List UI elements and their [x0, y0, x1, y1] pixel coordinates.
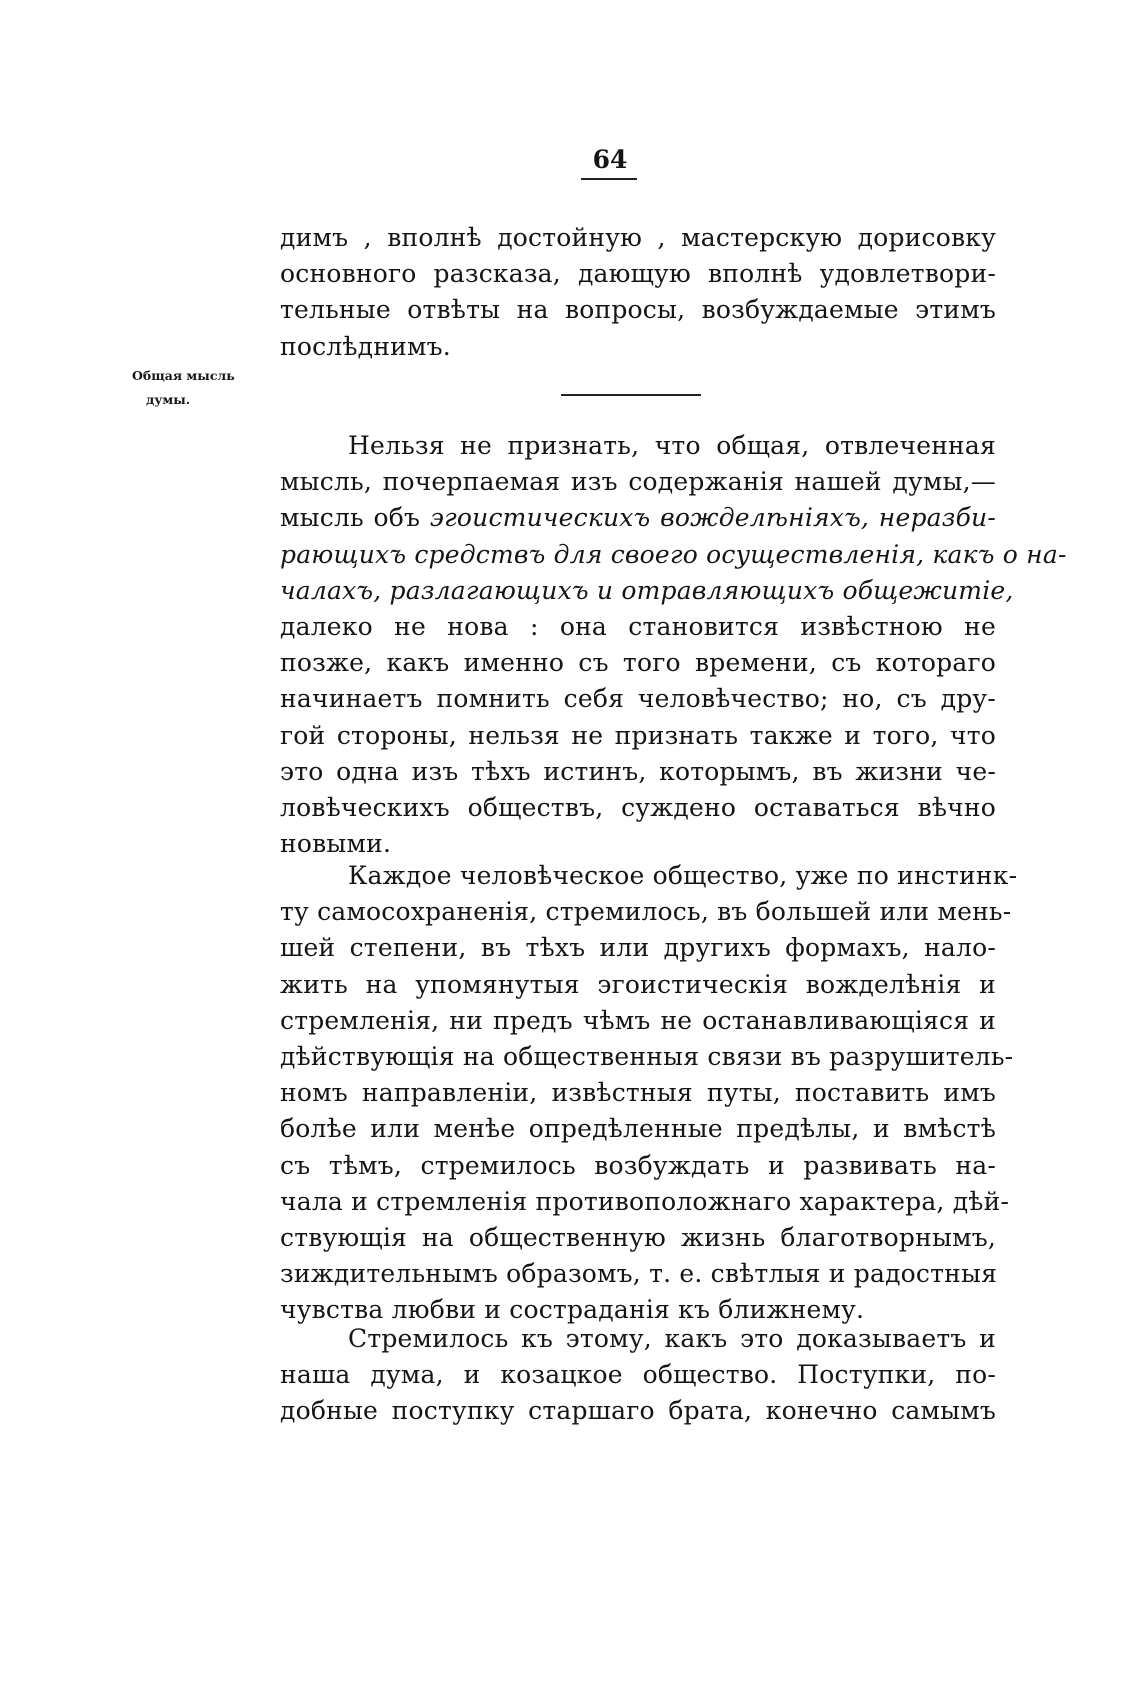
page-number: 64: [592, 145, 628, 174]
text-line: дѣйствующія на общественныя связи въ разрушитель-: [280, 1042, 1014, 1072]
text-line: новыми.: [280, 829, 392, 859]
text-line: послѣднимъ.: [280, 331, 451, 361]
text-line: Стремилось къ этому, какъ это доказываетъ и: [348, 1324, 996, 1353]
page-number-underline: [581, 178, 637, 180]
paragraph-3: [280, 858, 1018, 1329]
text-line: зиждительнымъ образомъ, т. е. свѣтлыя и радостныя: [280, 1259, 998, 1289]
text-line: Нельзя не признать, что общая, отвлеченная: [348, 431, 996, 460]
text-line-italic: [280, 537, 1067, 573]
text-line: начинаетъ помнить себя человѣчество; но, съ дру-: [280, 684, 996, 714]
text-line: номъ направленіи, извѣстныя путы, поставить имъ: [280, 1078, 996, 1108]
text-line: мысль, почерпаемая изъ содержанія нашей думы,—: [280, 467, 996, 497]
italic-fragment: рающихъ средствъ для своего осуществленія, какъ о на-: [280, 539, 1067, 569]
text-line: далеко не нова : она становится извѣстною не: [280, 612, 996, 642]
margin-note-line-2: думы.: [146, 392, 191, 407]
text-fragment: мысль объ: [280, 503, 421, 533]
text-line-italic: [280, 573, 1014, 609]
text-line: ствующія на общественную жизнь благотворнымъ,: [280, 1223, 996, 1253]
paragraph-2: [280, 428, 1067, 862]
text-line: димъ , вполнѣ достойную , мастерскую дорисовку: [280, 223, 996, 252]
text-line: основного разсказа, дающую вполнѣ удовлетвори-: [280, 259, 996, 289]
text-line: болѣе или менѣе опредѣленные предѣлы, и вмѣстѣ: [280, 1114, 996, 1144]
text-line: позже, какъ именно съ того времени, съ котораго: [280, 648, 996, 678]
text-line: тельные отвѣты на вопросы, возбуждаемые этимъ: [280, 295, 996, 325]
text-line: съ тѣмъ, стремилось возбуждать и развивать на-: [280, 1150, 996, 1180]
section-divider: [561, 394, 701, 396]
text-line: гой стороны, нельзя не признать также и того, что: [280, 720, 996, 750]
text-line: ловѣческихъ обществъ, суждено оставаться вѣчно: [280, 793, 996, 823]
text-line: жить на упомянутыя эгоистическія вожделѣнія и: [280, 969, 996, 999]
text-line: добные поступку старшаго брата, конечно самымъ: [280, 1396, 996, 1426]
text-line: чувства любви и состраданія къ ближнему.: [280, 1295, 865, 1325]
text-line-mixed: [280, 500, 996, 536]
text-line: ту самосохраненія, стремилось, въ большей или мень-: [280, 897, 1012, 927]
margin-note: [132, 364, 262, 412]
text-line: шей степени, въ тѣхъ или другихъ формахъ, нало-: [280, 933, 996, 963]
text-line: наша дума, и козацкое общество. Поступки, по-: [280, 1360, 996, 1390]
text-line: стремленія, ни предъ чѣмъ не останавливающіяся и: [280, 1005, 996, 1035]
paragraph-4: [280, 1321, 996, 1430]
text-line: чала и стремленія противоположнаго характера, дѣй-: [280, 1186, 1010, 1216]
italic-fragment: эгоистическихъ вожделѣніяхъ, неразби-: [429, 503, 996, 533]
paragraph-1: [280, 220, 996, 365]
italic-fragment: чалахъ, разлагающихъ и отравляющихъ общежитіе,: [280, 575, 1014, 605]
margin-note-line-1: Общая мысль: [132, 368, 235, 383]
text-line: это одна изъ тѣхъ истинъ, которымъ, въ жизни че-: [280, 756, 996, 786]
text-line: Каждое человѣческое общество, уже по инстинк-: [348, 861, 1018, 890]
